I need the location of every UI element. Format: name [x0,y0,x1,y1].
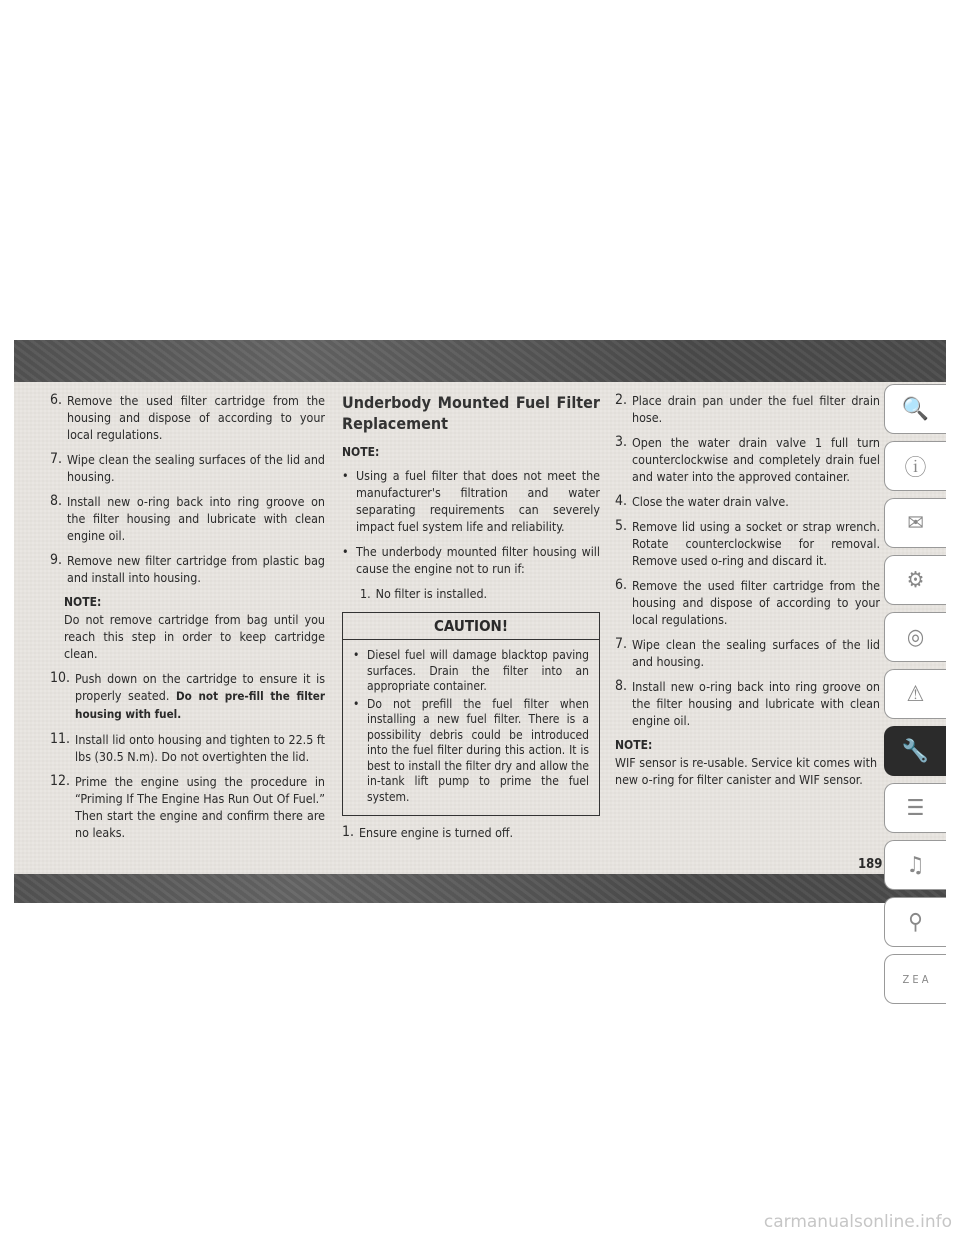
step-text: Install new o-ring back into ring groove on the filter housing and lubricate with clean engine oil. [632,679,880,728]
bottom-texture-band [14,874,946,903]
step-number: 7. [615,636,628,652]
watermark: carmanualsonline.info [763,1212,952,1232]
column-middle [342,392,600,849]
car-info-icon: ⓘ [904,455,927,481]
tab-airbag-seat[interactable] [884,555,946,605]
section-tabs [880,384,946,1011]
caution-box [342,612,600,816]
column-right [615,392,880,788]
tab-multimedia[interactable] [884,840,946,890]
list-item [353,648,589,695]
step-number: 12. [50,773,71,789]
airbag-seat-icon: ⚙ [906,567,925,593]
step-text: Wipe clean the sealing surfaces of the lid and housing. [67,452,325,484]
step-text: Install lid onto housing and tighten to 22.5 ft lbs (30.5 N.m). Do not overtighten the lid. [75,732,325,764]
list-item [353,697,589,806]
column-left [50,392,325,849]
step-text: Remove new filter cartridge from plastic bag and install into housing. [67,553,325,585]
step-number: 1. [342,824,355,840]
step-text: Install new o-ring back into ring groove on the filter housing and lubricate with clean engine oil. [67,494,325,543]
car-wrench-icon: 🔧 [901,738,930,764]
step-text: No filter is installed. [375,586,488,601]
note-block [64,594,325,662]
list-item [50,392,325,443]
step-text: Close the water drain valve. [632,494,789,509]
step-number: 8. [615,678,628,694]
list-item [50,451,325,485]
step-text: Ensure engine is turned off. [359,825,514,840]
list-item [50,493,325,544]
tab-steering-wheel[interactable] [884,612,946,662]
step-number: 4. [615,493,628,509]
list-item [360,585,600,602]
tab-index-letters[interactable] [884,954,946,1004]
car-search-icon: 🔍 [901,396,930,422]
step-text [75,670,325,723]
step-number: 9. [50,552,63,568]
list-item [50,670,325,723]
note-label: NOTE: [342,445,380,459]
step-text: Prime the engine using the procedure in “Priming If The Engine Has Run Out Of Fuel.” Then start the engine and confirm there are no leaks. [75,774,325,840]
list-item [50,552,325,586]
step-text: Place drain pan under the fuel filter drain hose. [632,393,880,425]
list-item [615,518,880,569]
step-number: 6. [50,392,63,408]
top-texture-band [14,340,946,382]
list-item [342,824,600,841]
list-item [615,636,880,670]
tab-warning-light-message[interactable] [884,498,946,548]
steering-wheel-icon: ◎ [906,624,925,650]
index-letters-icon: Z E A [902,972,929,986]
step-number: 8. [50,493,63,509]
step-text: Open the water drain valve 1 full turn counterclockwise and completely drain fuel and water into the approved container. [632,435,880,484]
bullet-icon: • [353,648,360,662]
step-text-plain: Push down on the cartridge to ensure it is properly seated. [75,671,325,703]
list-item [615,434,880,485]
bullet-icon: • [342,468,349,483]
step-text: Remove the used filter cartridge from the housing and dispose of according to your local regulations. [67,393,325,442]
caution-title: CAUTION! [343,613,599,640]
bullet-text: Using a fuel filter that does not meet the manufacturer's filtration and water separating requirements can severely impact fuel system life and reliability. [356,468,600,534]
note-text: WIF sensor is re-usable. Service kit comes with new o-ring for filter canister and WIF sensor. [615,755,878,787]
caution-body [343,640,599,815]
step-number: 6. [615,577,628,593]
list-item [615,577,880,628]
bullet-icon: • [342,544,349,559]
step-number: 2. [615,392,628,408]
list-item [615,392,880,426]
step-number: 1. [360,586,371,601]
step-number: 10. [50,670,71,686]
tab-magnifier[interactable] [884,897,946,947]
note-text: Do not remove cartridge from bag until you reach this step in order to keep cartridge clean. [64,612,325,661]
step-text: Remove the used filter cartridge from the housing and dispose of according to your local regulations. [632,578,880,627]
step-number: 5. [615,518,628,534]
page-number: 189 [858,857,883,872]
magnifier-icon: ⚲ [908,909,923,935]
list-item [50,773,325,841]
section-heading: Underbody Mounted Fuel Filter Replacement [342,393,600,433]
warning-light-message-icon: ✉ [907,510,924,536]
tab-car-info[interactable] [884,441,946,491]
bullet-icon: • [353,696,360,711]
list-item [50,731,325,765]
step-text: Wipe clean the sealing surfaces of the lid and housing. [632,637,880,669]
note-label: NOTE: [615,738,653,752]
bullet-text: The underbody mounted filter housing will cause the engine not to run if: [356,544,600,576]
step-text-bold: Do not pre-fill the filter housing with fuel. [75,689,325,721]
caution-text: Diesel fuel will damage blacktop paving surfaces. Drain the filter into an appropriate container. [367,648,589,693]
step-text: Remove lid using a socket or strap wrench. Rotate counterclockwise for removal. Remove used o-ring and discard it. [632,519,880,568]
car-hazard-icon: ⚠ [906,681,925,707]
multimedia-icon: ♫ [906,852,925,878]
tab-car-wrench[interactable] [884,726,946,776]
tab-list-gear[interactable] [884,783,946,833]
tab-car-search[interactable] [884,384,946,434]
caution-text: Do not prefill the fuel filter when installing a new fuel filter. There is a possibility debris could be introduced into the fuel filter during this action. It is best to install the filter dry and allow the in-tank lift pump to prime the fuel system. [367,696,589,804]
tab-car-hazard[interactable] [884,669,946,719]
step-number: 11. [50,731,71,747]
list-item [342,543,600,577]
step-number: 3. [615,434,628,450]
note-label: NOTE: [64,595,102,609]
list-item [615,493,880,510]
step-number: 7. [50,451,63,467]
list-item [342,467,600,535]
list-gear-icon: ☰ [906,795,925,821]
list-item [615,678,880,729]
